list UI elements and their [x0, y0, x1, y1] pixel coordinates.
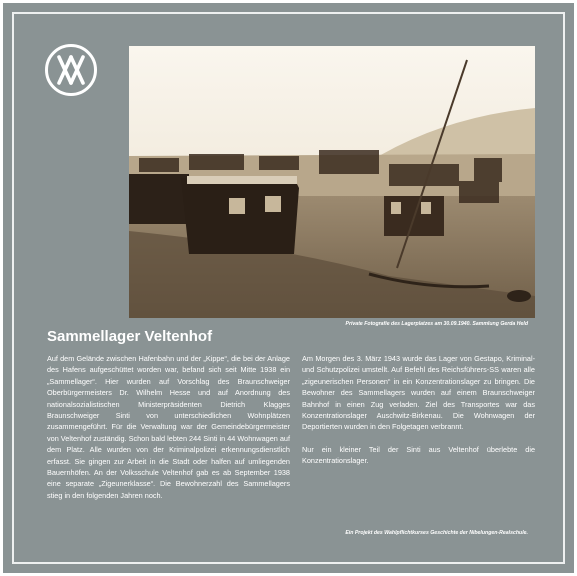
- information-panel: [3, 3, 574, 573]
- paragraph: Am Morgen des 3. März 1943 wurde das Lager von Gestapo, Kriminal- und Schutzpolizei umstellt. Auf Befehl des Reichsführers-SS waren alle „zigeunerischen Personen“ in ein Konzentrationslager zu bringen. Die Bewohner des Sammellagers wurden auf einem Braunschweiger Bahnhof in einen Zug verladen. Ziel des Transportes war das Konzentrationslager Auschwitz-Birkenau. Die Wohnwagen der Deportierten wurden in den Folgetagen verbrannt.: [302, 354, 535, 432]
- page-title: Sammellager Veltenhof: [47, 328, 213, 345]
- project-logo-icon: [44, 43, 98, 97]
- paragraph: Nur ein kleiner Teil der Sinti aus Veltenhof überlebte die Konzentrationslager.: [302, 444, 535, 466]
- text-column-right: [302, 353, 535, 478]
- camp-photo-illustration: [129, 46, 535, 318]
- project-credit: Ein Projekt des Wahlpflichtkurses Geschichte der Nibelungen-Realschule.: [345, 530, 528, 536]
- historic-camp-photo: [129, 46, 535, 318]
- photo-caption: Private Fotografie des Lagerplatzes am 30.09.1940. Sammlung Gerda Held: [345, 321, 528, 327]
- text-column-left: [47, 353, 290, 512]
- paragraph: Auf dem Gelände zwischen Hafenbahn und der „Kippe“, die bei der Anlage des Hafens aufgeschüttet worden war, befand sich seit Mitte 1938 ein „Sammellager“. Hier wurden auf Vorschlag des Braunschweiger Oberbürgermeisters Dr. Wilhelm Hesse und auf Anordnung des nationalsozialistischen Ministerpräsidenten Dietrich Klagges Braunschweiger Sinti von unterschiedlichen Wohnplätzen zusammengeführt. Für die Verwaltung war der Gemeindebürgermeister von Veltenhof zuständig. Schon bald lebten 244 Sinti in 44 Wohnwagen auf dem Platz. Alle wurden von der Kriminalpolizei erkennungsdienstlich erfasst. Sie gingen zur Arbeit in die Stadt oder halfen auf umliegenden Bauernhöfen. An der Volksschule Veltenhof gab es ab September 1938 eine separate „Zigeunerklasse“. Die Bewohnerzahl des Sammellagers stieg in den folgenden Jahren noch.: [47, 354, 290, 500]
